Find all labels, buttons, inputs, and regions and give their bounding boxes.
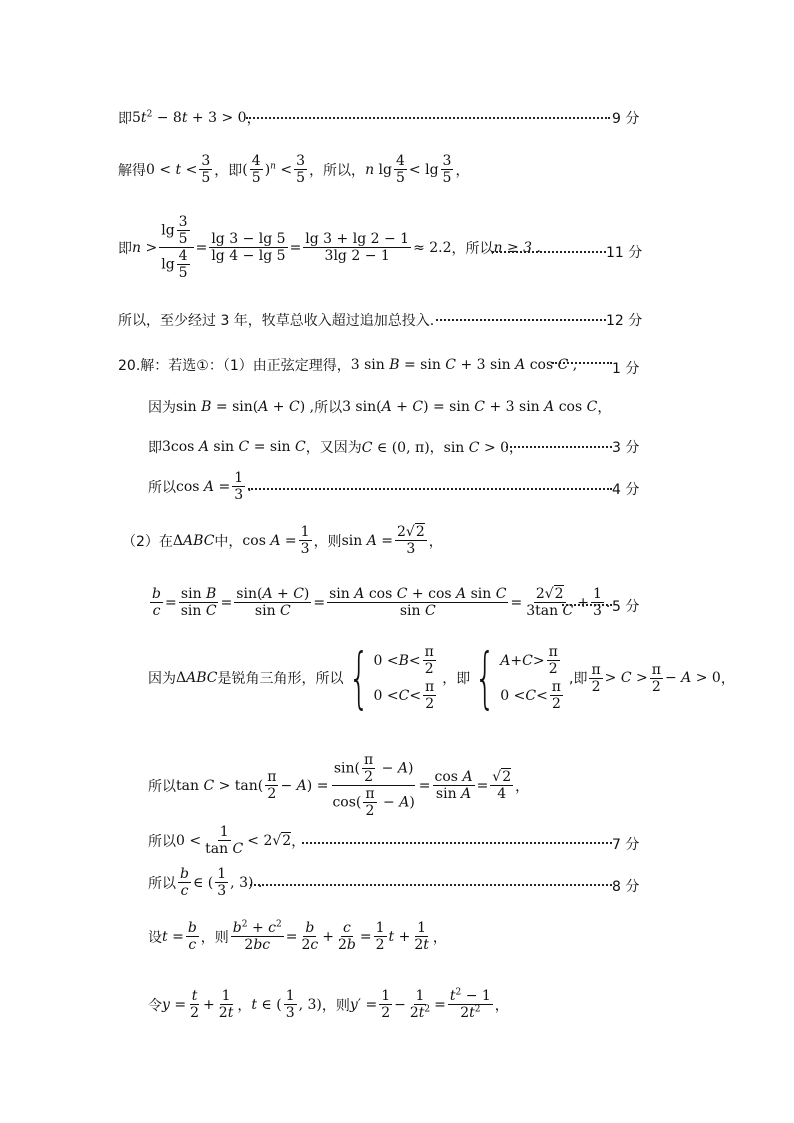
math: (: [242, 161, 248, 178]
math: +: [577, 594, 589, 611]
math: =: [418, 777, 431, 794]
math: − A) =: [280, 777, 329, 794]
fraction: $\frac{3}{5}$: [296, 153, 306, 187]
leader-dots: [506, 446, 612, 448]
math: , 3) .: [230, 874, 263, 891]
score: 5 分: [612, 599, 640, 615]
fraction: $\frac{4}{5}$: [395, 153, 405, 187]
text: 即: [118, 111, 132, 127]
math: +: [322, 928, 334, 945]
math: > C >: [604, 670, 648, 687]
score: 11 分: [606, 245, 643, 261]
math: $5t^2 - 8t + 3 > 0$: [132, 109, 247, 126]
fraction: $\frac{t}{2}$: [190, 988, 200, 1022]
text: ，: [455, 162, 470, 179]
text: ，: [509, 440, 524, 456]
fraction: $\frac{\text{cos A}}{\text{sin A}}$: [434, 769, 473, 803]
math: .: [605, 594, 611, 611]
text: 所以: [148, 778, 176, 795]
fraction: $\frac{b}{2c}$: [301, 920, 319, 954]
math: =: [313, 594, 326, 611]
math: tan C > tan(: [176, 777, 264, 794]
fraction: $\frac{1}{3}$: [217, 866, 227, 900]
fraction: $\frac{1}{3}$: [593, 586, 602, 620]
fraction: $\frac{\pi}{2}$: [267, 769, 277, 803]
text: 因为: [148, 671, 176, 688]
math: 3 sin B = sin C + 3 sin A cos C ,: [350, 357, 578, 373]
text: ，所以: [451, 240, 494, 257]
math: =: [220, 594, 233, 611]
math: t +: [388, 928, 411, 945]
math: ΔABC: [172, 532, 215, 549]
text: 令: [148, 997, 162, 1014]
fraction: $\frac{\text{sin B}}{\text{sin C}}$: [180, 586, 217, 620]
leader-dots: [562, 604, 612, 606]
line-cosA: [148, 470, 252, 503]
text: 因为: [148, 400, 176, 416]
text: 所以: [314, 400, 343, 416]
text: ，: [720, 671, 735, 688]
math: t ∈ (: [251, 996, 282, 1013]
math: .: [247, 478, 252, 495]
fraction: $\frac{√2}{4}$: [492, 769, 512, 803]
text: ，则: [313, 533, 342, 550]
fraction: $\frac{1}{2}$: [381, 988, 391, 1022]
line-b-over-c-range: [148, 866, 262, 899]
fraction: $\frac{3}{5}$: [442, 153, 452, 187]
text: ,即: [569, 671, 588, 688]
text: ，: [428, 533, 443, 550]
fraction: $\frac{1}{2t}$: [218, 988, 234, 1022]
score: 1 分: [612, 361, 640, 377]
text: 20.解：若选①：（1）由正弦定理得，: [118, 358, 351, 374]
fraction: $\frac{c}{2b}$: [337, 920, 356, 954]
text: ，即: [214, 162, 243, 179]
math: =: [434, 996, 446, 1013]
math: +: [203, 996, 215, 1013]
math: y =: [162, 996, 187, 1013]
fraction: $\frac{1}{3}$: [285, 988, 295, 1022]
fraction: $\frac{\pi}{2}$: [651, 661, 661, 695]
text: 即: [148, 440, 162, 456]
math: =: [510, 594, 523, 611]
math: cos A =: [242, 532, 297, 549]
line-conclusion: [118, 310, 434, 330]
math: < 2√2: [247, 832, 292, 849]
fraction: $\frac{b}{c}$: [180, 866, 189, 900]
system: A + C > $\frac{\pi}{2}$ 0 < C < $\frac{\pi}{2}$: [500, 644, 561, 713]
line-solve-t: [118, 153, 469, 186]
fraction: $\frac{1}{2t}$: [414, 920, 429, 954]
leader-dots: [250, 884, 612, 886]
math: sin B = sin(A + C) ,: [176, 399, 315, 415]
math: < lg: [408, 161, 439, 178]
left-brace: {: [348, 639, 369, 717]
fraction: $\frac{2√2}{3}$: [397, 524, 425, 558]
math: =: [289, 239, 302, 256]
score: 7 分: [612, 837, 640, 853]
text: ，则: [321, 997, 350, 1014]
text: 所以: [148, 875, 176, 892]
math: n ≥ 3 .: [493, 239, 541, 256]
line-1-over-tanC: [148, 824, 305, 857]
fraction: $\frac{\sin(A + C)}{\text{sin C}}$: [236, 586, 310, 620]
text: ，: [494, 997, 509, 1014]
text: ，即: [442, 671, 471, 688]
text: 解得: [118, 162, 146, 179]
line-q20-start: [118, 355, 577, 375]
math: =: [164, 594, 177, 611]
math: 0 < t <: [146, 161, 198, 178]
fraction: $\frac{1}{3}$: [234, 470, 244, 504]
text: ，: [432, 929, 447, 946]
text: ，: [597, 400, 612, 416]
text: （2）在: [122, 533, 173, 550]
fraction: $\frac{\lg 3 + \lg 2 - 1}{3\lg 2 - 1}$: [305, 231, 410, 265]
text: ，所以，: [309, 162, 366, 179]
math: =: [195, 239, 208, 256]
fraction: $\frac{2√2}{\text{3tan C}}$: [526, 586, 574, 620]
fraction: $\frac{3}{5}$: [201, 153, 211, 187]
score: 4 分: [612, 482, 640, 498]
line-n-bound: [118, 214, 541, 281]
math: =: [476, 777, 489, 794]
score: 9 分: [612, 111, 640, 127]
math: ΔABC: [176, 670, 218, 687]
fraction: $\frac{b}{c}$: [152, 586, 161, 620]
math: =: [285, 928, 298, 945]
text: ，: [291, 833, 306, 850]
leader-dots: [302, 842, 612, 844]
text: 设: [148, 929, 162, 946]
math: C ∈ (0, π)，sin C > 0: [361, 440, 510, 456]
text: ，则: [200, 929, 229, 946]
fraction: $\frac{\lg 3 - \lg 5}{\lg 4 - \lg 5}$: [211, 231, 286, 265]
line-part2: [122, 524, 443, 557]
text: 所以: [148, 833, 176, 850]
fraction: sin( $\frac{\pi}{2}$ − A) cos( $\frac{\pi}{2}$ − A): [332, 752, 415, 820]
math: ≈ 2.2: [413, 239, 452, 256]
leader-dots: [246, 117, 610, 119]
system: 0 < B < $\frac{\pi}{2}$ 0 < C < $\frac{\pi}{2}$: [373, 644, 435, 713]
line-acute-triangle: [148, 639, 735, 717]
text: 所以: [148, 479, 176, 496]
math: =: [359, 928, 372, 945]
leader-dots: [492, 251, 606, 253]
line-set-t: [148, 920, 447, 953]
line-b-over-c: [148, 586, 610, 619]
line-let-y: [148, 988, 509, 1021]
math: ∈ (: [192, 874, 214, 891]
fraction: $\frac{b^2 + c^2}{2bc}$: [232, 919, 282, 954]
fraction: $\frac{1}{2t^2}$: [409, 988, 431, 1022]
math: )$^n$ <: [264, 160, 293, 178]
math: cos A =: [176, 478, 231, 495]
text: ，: [515, 778, 530, 795]
fraction: $\frac{1}{\text{tan C}}$: [205, 824, 244, 858]
text: 是锐角三角形，所以: [217, 671, 344, 688]
fraction: $\frac{\text{sin A cos C + cos A sin C}}{\text{sin C}}$: [329, 586, 507, 620]
math: 0 <: [176, 832, 202, 849]
fraction: $\frac{1}{2}$: [375, 920, 385, 954]
text: 即: [118, 240, 132, 257]
text: 中，: [214, 533, 243, 550]
score: 3 分: [612, 440, 640, 456]
fraction: $\frac{b}{c}$: [187, 920, 197, 954]
score: 12 分: [606, 313, 643, 329]
math: 3 sin(A + C) = sin C + 3 sin A cos C: [342, 399, 598, 415]
fraction: $\frac{\pi}{2}$: [591, 661, 601, 695]
text: ，: [237, 997, 252, 1014]
fraction: lg $\frac{3}{5}$ lg $\frac{4}{5}$: [159, 214, 193, 281]
fraction: $\frac{t^2 - 1}{2t^2}$: [449, 987, 491, 1022]
leader-dots: [248, 488, 612, 490]
math: 3cos A sin C = sin C: [162, 439, 306, 455]
leader-dots: [436, 319, 606, 321]
text: 所以，至少经过 3 年，牧草总收入超过追加总投入.: [118, 313, 435, 329]
score: 8 分: [612, 879, 640, 895]
math: , 3): [298, 996, 322, 1013]
math: y′ =: [349, 996, 378, 1013]
fraction: $\frac{4}{5}$: [251, 153, 261, 187]
leader-dots: [552, 362, 612, 364]
text: ，又因为: [305, 440, 362, 456]
math: −: [394, 996, 406, 1013]
math: n >: [132, 239, 158, 256]
text: ，: [246, 111, 261, 127]
left-brace: {: [474, 639, 496, 717]
line-inequality-5t: [118, 108, 261, 128]
math: t =: [162, 928, 184, 945]
math: − A > 0: [664, 670, 721, 687]
math: n lg: [365, 161, 392, 178]
line-sinB: [148, 397, 611, 417]
line-3cosA: [148, 437, 523, 457]
math: sin A =: [341, 532, 394, 549]
fraction: $\frac{1}{3}$: [300, 524, 310, 558]
line-tanC: [148, 752, 529, 819]
